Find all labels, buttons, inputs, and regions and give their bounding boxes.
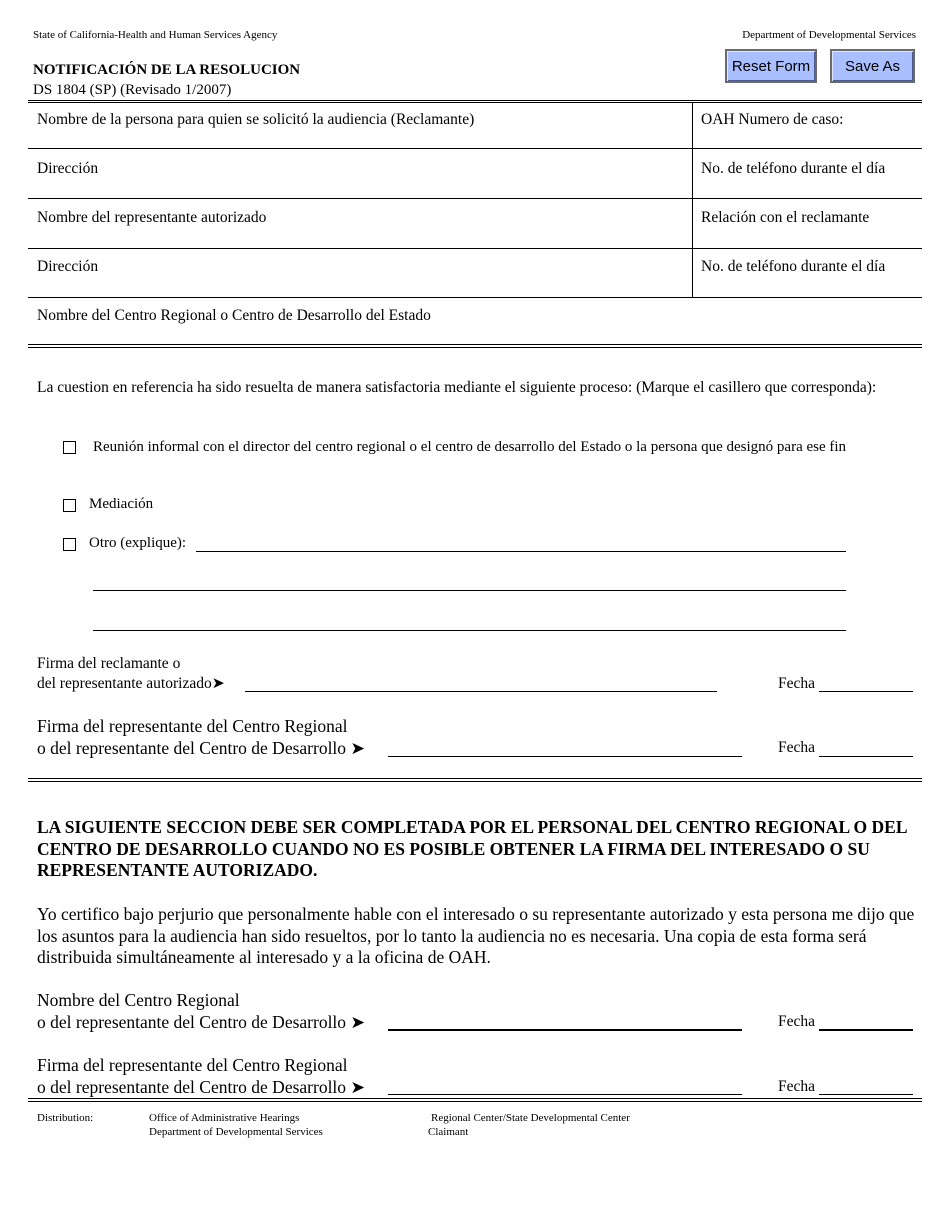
claimant-name-field[interactable] bbox=[37, 128, 686, 148]
center-signature-label-2: o del representante del Centro de Desarrollo ➤ bbox=[37, 738, 366, 758]
center-name-field[interactable] bbox=[37, 325, 921, 345]
center-name-line[interactable] bbox=[388, 1029, 742, 1031]
date-label: Fecha bbox=[778, 739, 816, 756]
claimant-address-field[interactable] bbox=[37, 178, 686, 198]
representative-name-field[interactable] bbox=[37, 227, 686, 247]
center-sig-line[interactable] bbox=[388, 1094, 742, 1095]
option-other: Otro (explique): bbox=[89, 535, 187, 551]
center-name-sign-label-1: Nombre del Centro Regional bbox=[37, 990, 240, 1010]
oah-case-label: OAH Numero de caso: bbox=[701, 111, 844, 128]
relation-label: Relación con el reclamante bbox=[701, 209, 870, 226]
date-label: Fecha bbox=[778, 1013, 816, 1030]
distribution-office: Office of Administrative Hearings bbox=[149, 1112, 300, 1124]
center-sig-date-line[interactable] bbox=[819, 1094, 913, 1095]
form-title: NOTIFICACIÓN DE LA RESOLUCION bbox=[33, 62, 301, 78]
agency-name: State of California-Health and Human Services Agency bbox=[33, 29, 278, 41]
section-b-heading: LA SIGUIENTE SECCION DEBE SER COMPLETADA POR EL PERSONAL DEL CENTRO REGIONAL O DEL CENTRO DE DESARROLLO CUANDO NO ES POSIBLE OBTENER LA FIRMA DEL INTERESADO O SU REPRESENTANTE AUTORIZADO. bbox=[37, 817, 907, 880]
relation-field[interactable] bbox=[701, 227, 920, 247]
representative-address-field[interactable] bbox=[37, 276, 686, 296]
claimant-signature-label-2: del representante autorizado➤ bbox=[37, 675, 225, 692]
claimant-date-line[interactable] bbox=[819, 691, 913, 692]
option-mediation: Mediación bbox=[89, 496, 154, 512]
center-name-sign-label-2: o del representante del Centro de Desarrollo ➤ bbox=[37, 1012, 366, 1032]
explain-line[interactable] bbox=[196, 551, 846, 552]
address-label: Dirección bbox=[37, 160, 99, 177]
save-as-button[interactable]: Save As bbox=[830, 49, 915, 83]
center-name-label: Nombre del Centro Regional o Centro de Desarrollo del Estado bbox=[37, 307, 431, 324]
divider bbox=[28, 198, 922, 199]
certification-text: Yo certifico bajo perjurio que personalmente hable con el interesado o su representante autorizado y esta persona me dijo que los asuntos para la audiencia han sido resueltos, por lo tanto la audiencia no es necesaria. Una copia de esta forma será distribuida simultáneamente al interesado y a la oficina de OAH. bbox=[37, 904, 915, 967]
divider bbox=[28, 100, 922, 103]
resolution-intro: La cuestion en referencia ha sido resuelta de manera satisfactoria mediante el siguiente proceso: (Marque el casillero que corresponda): bbox=[37, 379, 877, 396]
claimant-phone-field[interactable] bbox=[701, 178, 920, 198]
representative-phone-label: No. de teléfono durante el día bbox=[701, 258, 886, 275]
center-sig-label-2: o del representante del Centro de Desarrollo ➤ bbox=[37, 1077, 366, 1097]
explain-line[interactable] bbox=[93, 630, 846, 631]
other-checkbox[interactable] bbox=[63, 538, 76, 551]
oah-case-field[interactable] bbox=[701, 128, 920, 148]
claimant-name-label: Nombre de la persona para quien se solicitó la audiencia (Reclamante) bbox=[37, 111, 475, 128]
double-divider bbox=[28, 778, 922, 782]
center-signature-line[interactable] bbox=[388, 756, 742, 757]
mediation-checkbox[interactable] bbox=[63, 499, 76, 512]
informal-meeting-checkbox[interactable] bbox=[63, 441, 76, 454]
representative-address-label: Dirección bbox=[37, 258, 99, 275]
form-number: DS 1804 (SP) (Revisado 1/2007) bbox=[33, 82, 232, 98]
center-signature-label-1: Firma del representante del Centro Regional bbox=[37, 716, 348, 736]
column-divider bbox=[692, 103, 693, 298]
date-label: Fecha bbox=[778, 675, 816, 692]
center-sig-label-1: Firma del representante del Centro Regional bbox=[37, 1055, 348, 1075]
department-name: Department of Developmental Services bbox=[742, 29, 916, 41]
distribution-department: Department of Developmental Services bbox=[149, 1126, 323, 1138]
reset-form-button[interactable]: Reset Form bbox=[725, 49, 817, 83]
double-divider bbox=[28, 344, 922, 348]
explain-line[interactable] bbox=[93, 590, 846, 591]
double-divider bbox=[28, 1098, 922, 1102]
date-label: Fecha bbox=[778, 1078, 816, 1095]
center-name-date-line[interactable] bbox=[819, 1029, 913, 1031]
representative-phone-field[interactable] bbox=[701, 276, 920, 296]
divider bbox=[28, 297, 922, 298]
phone-label: No. de teléfono durante el día bbox=[701, 160, 886, 177]
divider bbox=[28, 248, 922, 249]
divider bbox=[28, 148, 922, 149]
distribution-label: Distribution: bbox=[37, 1112, 94, 1124]
distribution-center: Regional Center/State Developmental Center bbox=[431, 1112, 630, 1124]
center-date-line[interactable] bbox=[819, 756, 913, 757]
claimant-signature-line[interactable] bbox=[245, 691, 717, 692]
claimant-signature-label-1: Firma del reclamante o bbox=[37, 655, 181, 672]
option-informal-meeting: Reunión informal con el director del centro regional o el centro de desarrollo del Estado o la persona que designó para ese fin bbox=[93, 439, 847, 455]
representative-name-label: Nombre del representante autorizado bbox=[37, 209, 267, 226]
distribution-claimant: Claimant bbox=[428, 1126, 469, 1138]
